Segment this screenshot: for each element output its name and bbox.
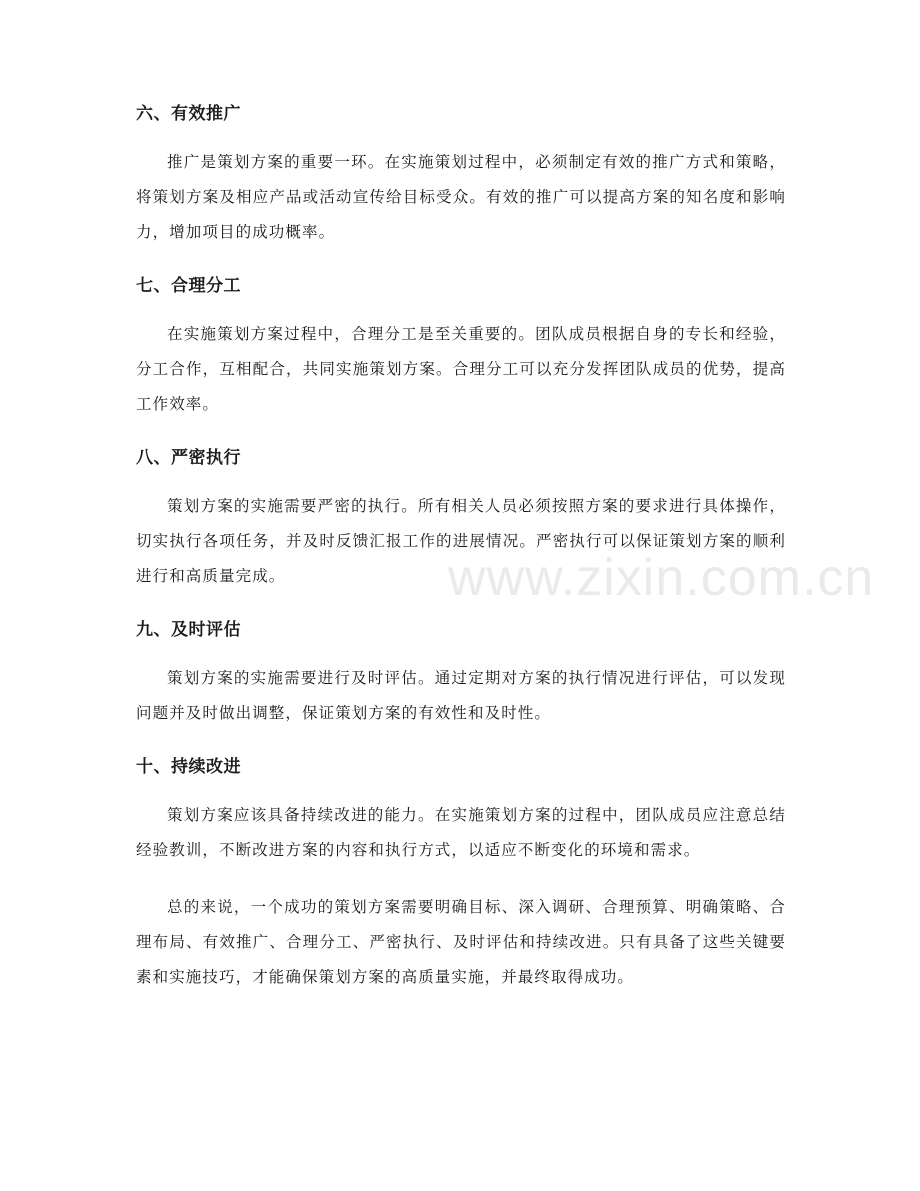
- section-paragraph: 策划方案的实施需要严密的执行。所有相关人员必须按照方案的要求进行具体操作，切实执行各项任务，并及时反馈汇报工作的进展情况。严密执行可以保证策划方案的顺利进行和高质量完成。: [136, 497, 786, 585]
- section-heading: 六、有效推广: [136, 104, 241, 124]
- section-heading: 七、合理分工: [136, 276, 241, 296]
- section-paragraph: 推广是策划方案的重要一环。在实施策划过程中，必须制定有效的推广方式和策略，将策划方案及相应产品或活动宣传给目标受众。有效的推广可以提高方案的知名度和影响力，增加项目的成功概率。: [136, 153, 786, 241]
- document-page: [136, 100, 786, 1017]
- section-promotion: [136, 100, 786, 250]
- conclusion-paragraph: 总的来说，一个成功的策划方案需要明确目标、深入调研、合理预算、明确策略、合理布局、有效推广、合理分工、严密执行、及时评估和持续改进。只有具备了这些关键要素和实施技巧，才能确保策划方案的高质量实施，并最终取得成功。: [136, 898, 786, 986]
- watermark: www.zixin.com.cn: [448, 549, 875, 607]
- section-paragraph: 在实施策划方案过程中，合理分工是至关重要的。团队成员根据自身的专长和经验，分工合作，互相配合，共同实施策划方案。合理分工可以充分发挥团队成员的优势，提高工作效率。: [136, 325, 786, 413]
- section-heading: 八、严密执行: [136, 448, 241, 468]
- section-division-of-labor: [136, 272, 786, 422]
- section-heading: 十、持续改进: [136, 757, 241, 777]
- section-strict-execution: [136, 444, 786, 594]
- section-paragraph: 策划方案应该具备持续改进的能力。在实施策划方案的过程中，团队成员应注意总结经验教训，不断改进方案的内容和执行方式，以适应不断变化的环境和需求。: [136, 806, 786, 859]
- section-paragraph: 策划方案的实施需要进行及时评估。通过定期对方案的执行情况进行评估，可以发现问题并及时做出调整，保证策划方案的有效性和及时性。: [136, 669, 786, 722]
- section-heading: 九、及时评估: [136, 620, 241, 640]
- section-timely-evaluation: [136, 616, 786, 731]
- section-continuous-improvement: [136, 753, 786, 868]
